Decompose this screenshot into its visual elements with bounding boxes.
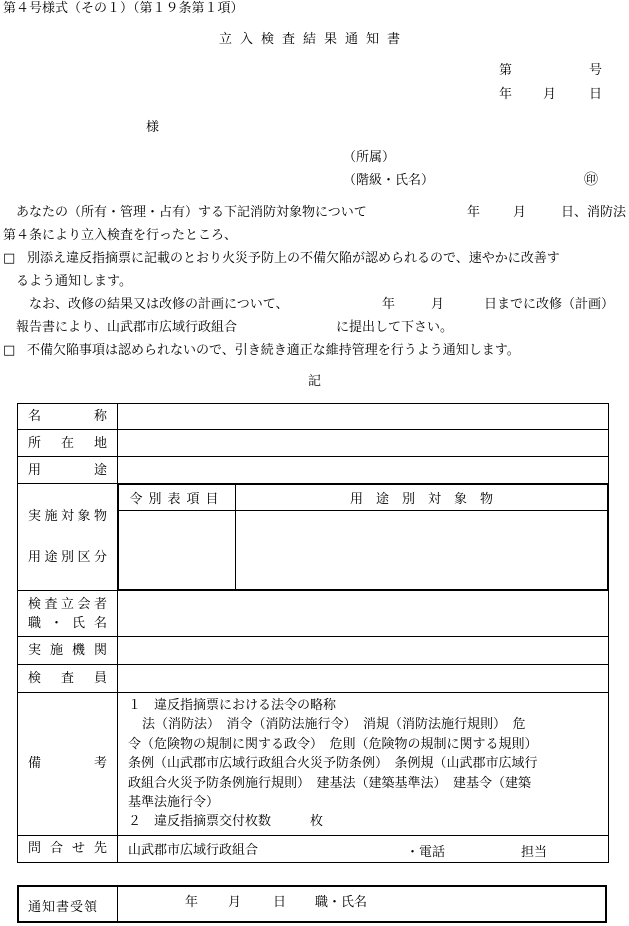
receipt-rank-name: 職・氏名	[315, 895, 368, 910]
date-day-label: 日	[589, 87, 603, 102]
usage-value[interactable]	[118, 457, 609, 484]
sender-affiliation: （所属）	[343, 150, 396, 165]
remarks-line-2: 法（消防法） 消令（消防法施行令） 消規（消防法施行規則） 危	[142, 717, 526, 733]
agency-value[interactable]	[118, 637, 609, 665]
remarks-value	[118, 693, 609, 836]
contact-label: 問合せ先	[18, 835, 118, 862]
option2-checkbox[interactable]: □	[3, 343, 16, 358]
contact-org: 山武郡市広域行政組合	[128, 843, 259, 859]
option1-line3-month: 月	[431, 297, 445, 312]
date-year-label: 年	[499, 87, 513, 102]
form-number: 第４号様式（その１）（第１９条第１項）	[3, 1, 244, 16]
option1-line3-tail: 日までに改修（計画）	[484, 297, 615, 312]
inspector-label: 検査員	[18, 665, 118, 693]
remarks-line-3: 令（危険物の規制に関する政令） 危則（危険物の規制に関する規則）	[128, 736, 538, 752]
agency-label: 実施機関	[18, 637, 118, 665]
remarks-label: 備考	[18, 693, 118, 836]
classification-value[interactable]	[119, 511, 236, 590]
usage-label: 用途	[18, 457, 118, 484]
name-value[interactable]	[118, 404, 609, 430]
sub-header-classification: 令別表項目	[119, 485, 236, 511]
receipt-box	[17, 885, 607, 923]
target-value	[118, 484, 609, 591]
date-month-label: 月	[543, 87, 557, 102]
doc-number-prefix: 第	[499, 63, 513, 78]
contact-person: 担当	[521, 844, 548, 860]
doc-number-suffix: 号	[589, 63, 603, 78]
option1-line3: なお、改修の結果又は改修の計画について、	[29, 297, 289, 312]
option1-line1: 別添え違反指摘票に記載のとおり火災予防上の不備欠陥が認められるので、速やかに改善す	[27, 251, 560, 266]
body-para1-month: 月	[513, 205, 527, 220]
body-para1-a: あなたの（所有・管理・占有）する下記消防対象物について	[16, 205, 367, 220]
receipt-day-label: 日	[273, 895, 287, 910]
name-label: 名称	[18, 404, 118, 430]
ki-heading: 記	[308, 374, 322, 389]
option1-checkbox[interactable]: □	[3, 251, 16, 266]
witness-label: 検査立会者 職・氏名	[18, 591, 118, 637]
receipt-label: 通知書受領	[28, 900, 99, 915]
location-label: 所在地	[18, 430, 118, 457]
option1-line4-b: に提出して下さい。	[336, 320, 454, 335]
remarks-line-4: 条例（山武郡市広域行政組合火災予防条例） 条例規（山武郡市広域行	[128, 756, 538, 772]
receipt-year-label: 年	[185, 895, 199, 910]
option2-text: 不備欠陥事項は認められないので、引き続き適正な維持管理を行うよう通知します。	[27, 343, 520, 358]
option1-line2: るよう通知します。	[16, 274, 132, 289]
remarks-line-7: ２ 違反指摘票交付枚数 枚	[128, 814, 324, 830]
contact-value	[118, 835, 609, 862]
witness-value[interactable]	[118, 591, 609, 637]
option1-line4-a: 報告書により、山武郡市広域行政組合	[16, 320, 238, 335]
contact-phone: ・電話	[406, 844, 446, 860]
sub-header-usage-object: 用 途 別 対 象 物	[236, 485, 608, 511]
receipt-month-label: 月	[228, 895, 242, 910]
usage-object-value[interactable]	[236, 511, 608, 590]
body-para1-year: 年	[467, 205, 481, 220]
inspection-table	[17, 403, 609, 863]
receipt-label-cell	[19, 887, 118, 921]
body-para1-b: 第４条により立入検査を行ったところ、	[3, 228, 238, 243]
remarks-line-1: １ 違反指摘票における法令の略称	[128, 698, 337, 713]
remarks-line-6: 基準法施行令）	[128, 795, 220, 811]
body-para1-day: 日、消防法	[561, 205, 627, 220]
sender-rank-name: （階級・氏名）	[343, 173, 435, 188]
target-label: 実施対象物 用途別区分	[18, 484, 118, 591]
option1-line3-year: 年	[382, 297, 396, 312]
document-title: 立入検査結果通知書	[219, 32, 409, 47]
remarks-line-5: 政組合火災予防条例施行規則） 建基法（建築基準法） 建基令（建築	[128, 775, 532, 791]
location-value[interactable]	[118, 430, 609, 457]
recipient-honorific: 様	[146, 120, 160, 135]
inspector-value[interactable]	[118, 665, 609, 693]
seal-mark: ㊞	[584, 172, 598, 188]
